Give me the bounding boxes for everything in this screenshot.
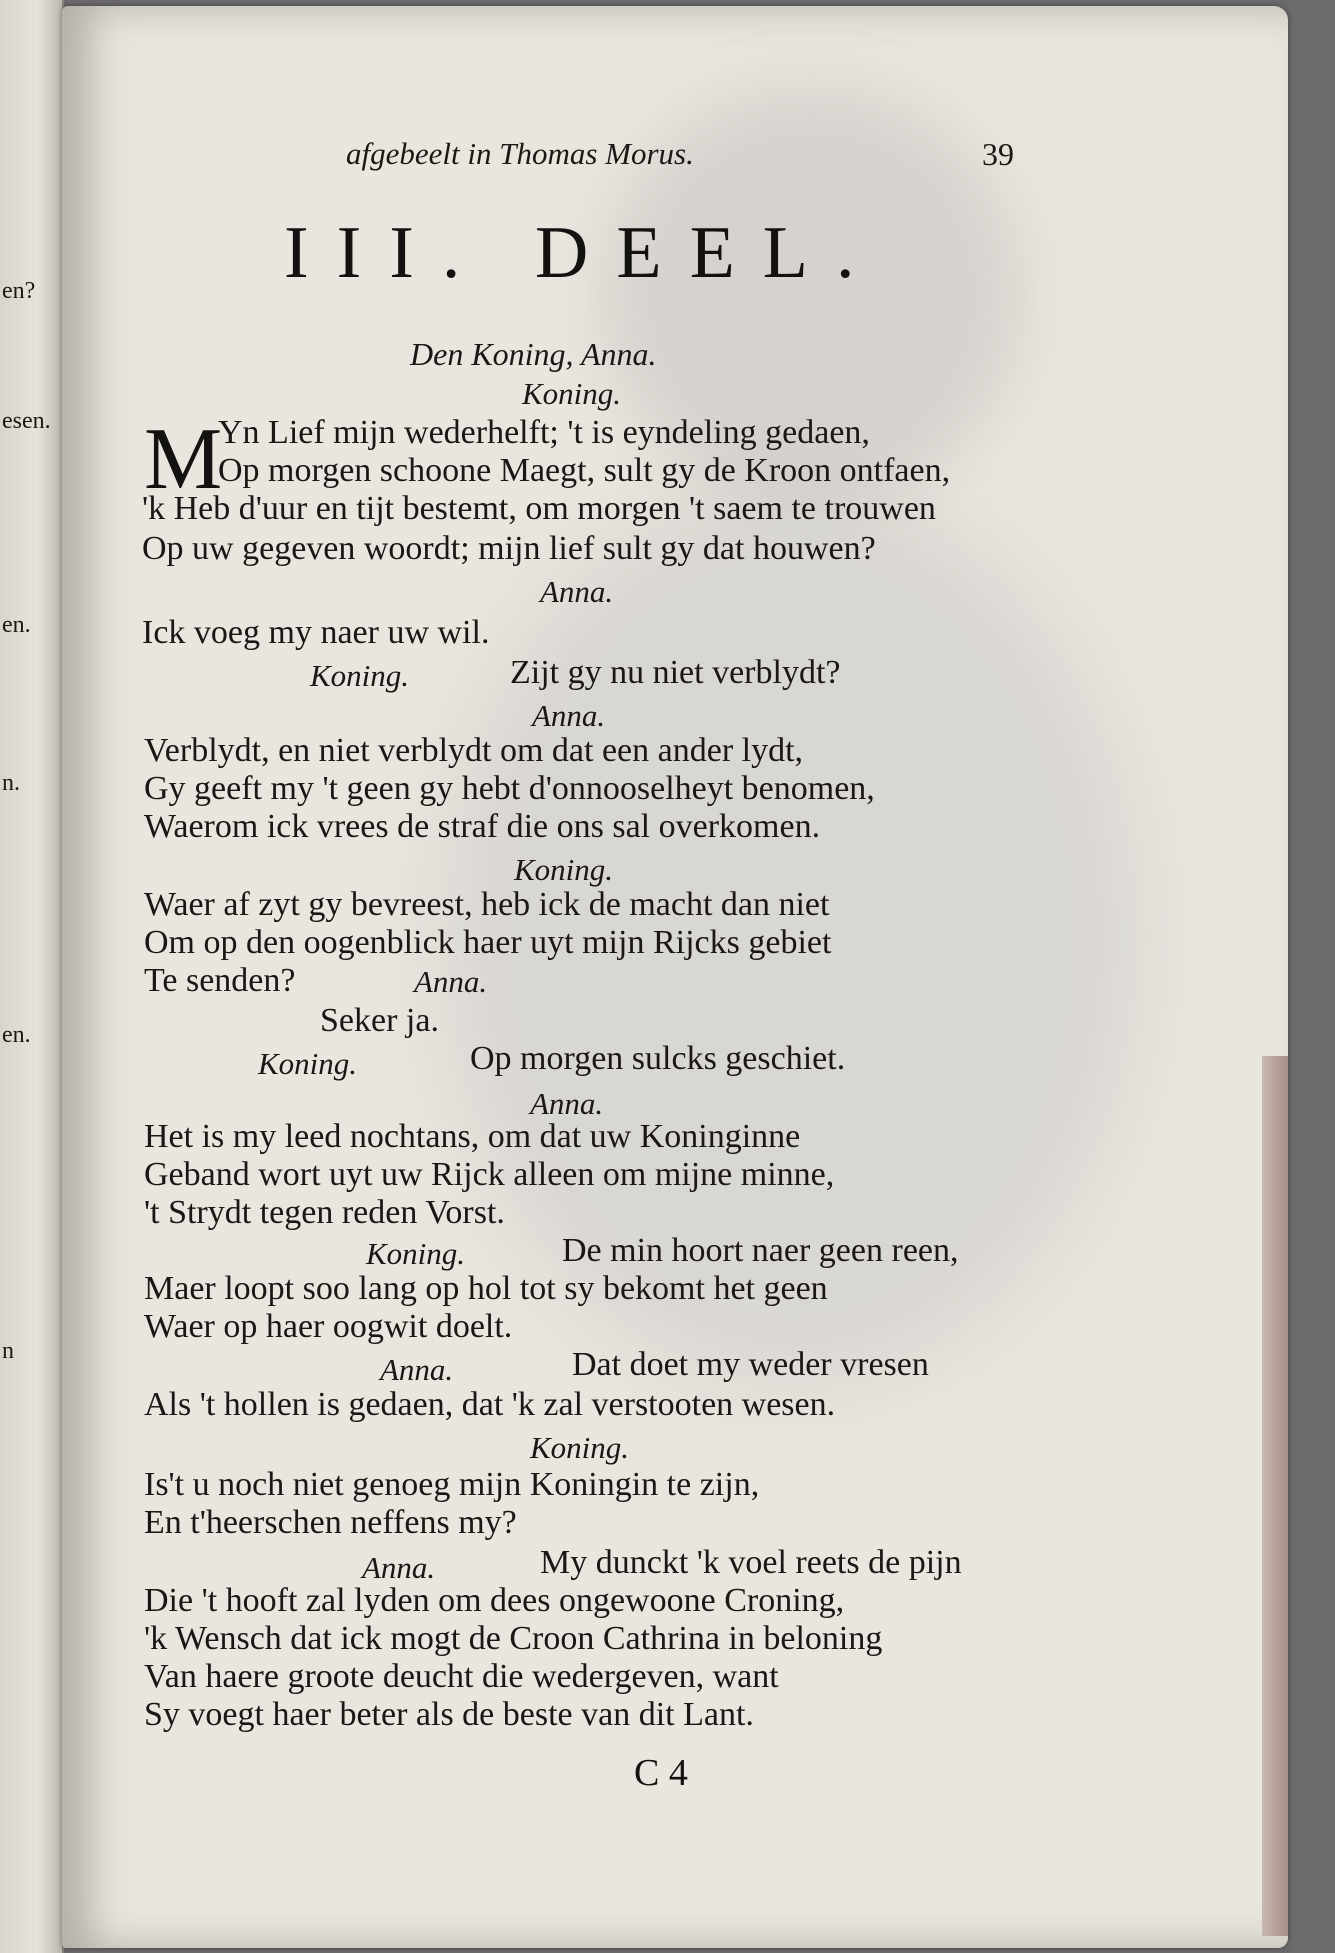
- verse-line: Het is my leed nochtans, om dat uw Koninginne: [144, 1118, 801, 1155]
- verse-line: Geband wort uyt uw Rijck alleen om mijne minne,: [144, 1156, 835, 1193]
- verse-line: En t'heerschen neffens my?: [144, 1504, 517, 1541]
- speaker-label: Anna.: [540, 574, 614, 609]
- page-number: 39: [982, 136, 1014, 172]
- verse-line: Zijt gy nu niet verblydt?: [510, 654, 841, 691]
- left-facing-page: [0, 0, 64, 1953]
- verse-line: Waerom ick vrees de straf die ons sal overkomen.: [144, 808, 821, 845]
- speaker-label: Koning.: [366, 1236, 466, 1271]
- verse-line: Op uw gegeven woordt; mijn lief sult gy dat houwen?: [142, 530, 876, 567]
- verse-line: Om op den oogenblick haer uyt mijn Rijcks gebiet: [144, 924, 832, 961]
- book-page: [62, 6, 1288, 1948]
- speaker-label: Anna.: [414, 964, 488, 999]
- verse-line: Maer loopt soo lang op hol tot sy bekomt het geen: [144, 1270, 828, 1307]
- drop-cap: M: [144, 411, 223, 508]
- verse-line: Verblydt, en niet verblydt om dat een ander lydt,: [144, 732, 804, 769]
- verse-line: Dat doet my weder vresen: [572, 1346, 929, 1383]
- verse-line: Te senden?: [144, 962, 296, 999]
- scene-heading: Den Koning, Anna.: [410, 336, 657, 372]
- verse-line: 'k Heb d'uur en tijt bestemt, om morgen 't saem te trouwen: [142, 490, 936, 527]
- verse-line: Gy geeft my 't geen gy hebt d'onnooselheyt benomen,: [144, 770, 875, 807]
- verse-line: Als 't hollen is gedaen, dat 'k zal verstooten wesen.: [144, 1386, 836, 1423]
- verse-line: Ick voeg my naer uw wil.: [142, 614, 490, 651]
- verse-line: Waer op haer oogwit doelt.: [144, 1308, 513, 1345]
- verse-line: 't Strydt tegen reden Vorst.: [144, 1194, 505, 1231]
- verse-line: My dunckt 'k voel reets de pijn: [540, 1544, 962, 1581]
- verse-line: Is't u noch niet genoeg mijn Koningin te zijn,: [144, 1466, 760, 1503]
- verse-line: Op morgen sulcks geschiet.: [470, 1040, 846, 1077]
- page-edge-stain: [1262, 1056, 1288, 1936]
- speaker-label: Koning.: [258, 1046, 358, 1081]
- signature-mark: C 4: [634, 1752, 688, 1794]
- verse-line: Seker ja.: [320, 1002, 439, 1039]
- verse-line: Op morgen schoone Maegt, sult gy de Kroon ontfaen,: [218, 452, 951, 489]
- left-page-fragment: en.: [2, 1022, 31, 1048]
- speaker-label: Anna.: [362, 1550, 436, 1585]
- verse-line: Yn Lief mijn wederhelft; 't is eyndeling gedaen,: [218, 414, 870, 451]
- left-page-fragment: n: [2, 1338, 14, 1364]
- verse-line: 'k Wensch dat ick mogt de Croon Cathrina in beloning: [144, 1620, 883, 1657]
- speaker-label: Koning.: [514, 852, 614, 887]
- speaker-label: Koning.: [530, 1430, 630, 1465]
- speaker-label: Koning.: [310, 658, 410, 693]
- speaker-label: Anna.: [532, 698, 606, 733]
- left-page-fragment: en.: [2, 612, 31, 638]
- verse-line: Die 't hooft zal lyden om dees ongewoone Croning,: [144, 1582, 845, 1619]
- verse-line: Sy voegt haer beter als de beste van dit Lant.: [144, 1696, 754, 1733]
- verse-line: Waer af zyt gy bevreest, heb ick de macht dan niet: [144, 886, 830, 923]
- speaker-label: Koning.: [522, 376, 622, 411]
- left-page-fragment: en?: [2, 278, 36, 304]
- part-title: III. DEEL.: [284, 212, 883, 294]
- running-head: afgebeelt in Thomas Morus.: [346, 136, 694, 171]
- speaker-label: Anna.: [530, 1086, 604, 1121]
- verse-line: De min hoort naer geen reen,: [562, 1232, 959, 1269]
- left-page-fragment: esen.: [2, 408, 51, 434]
- left-page-fragment: n.: [2, 770, 20, 796]
- speaker-label: Anna.: [380, 1352, 454, 1387]
- verse-line: Van haere groote deucht die wedergeven, want: [144, 1658, 779, 1695]
